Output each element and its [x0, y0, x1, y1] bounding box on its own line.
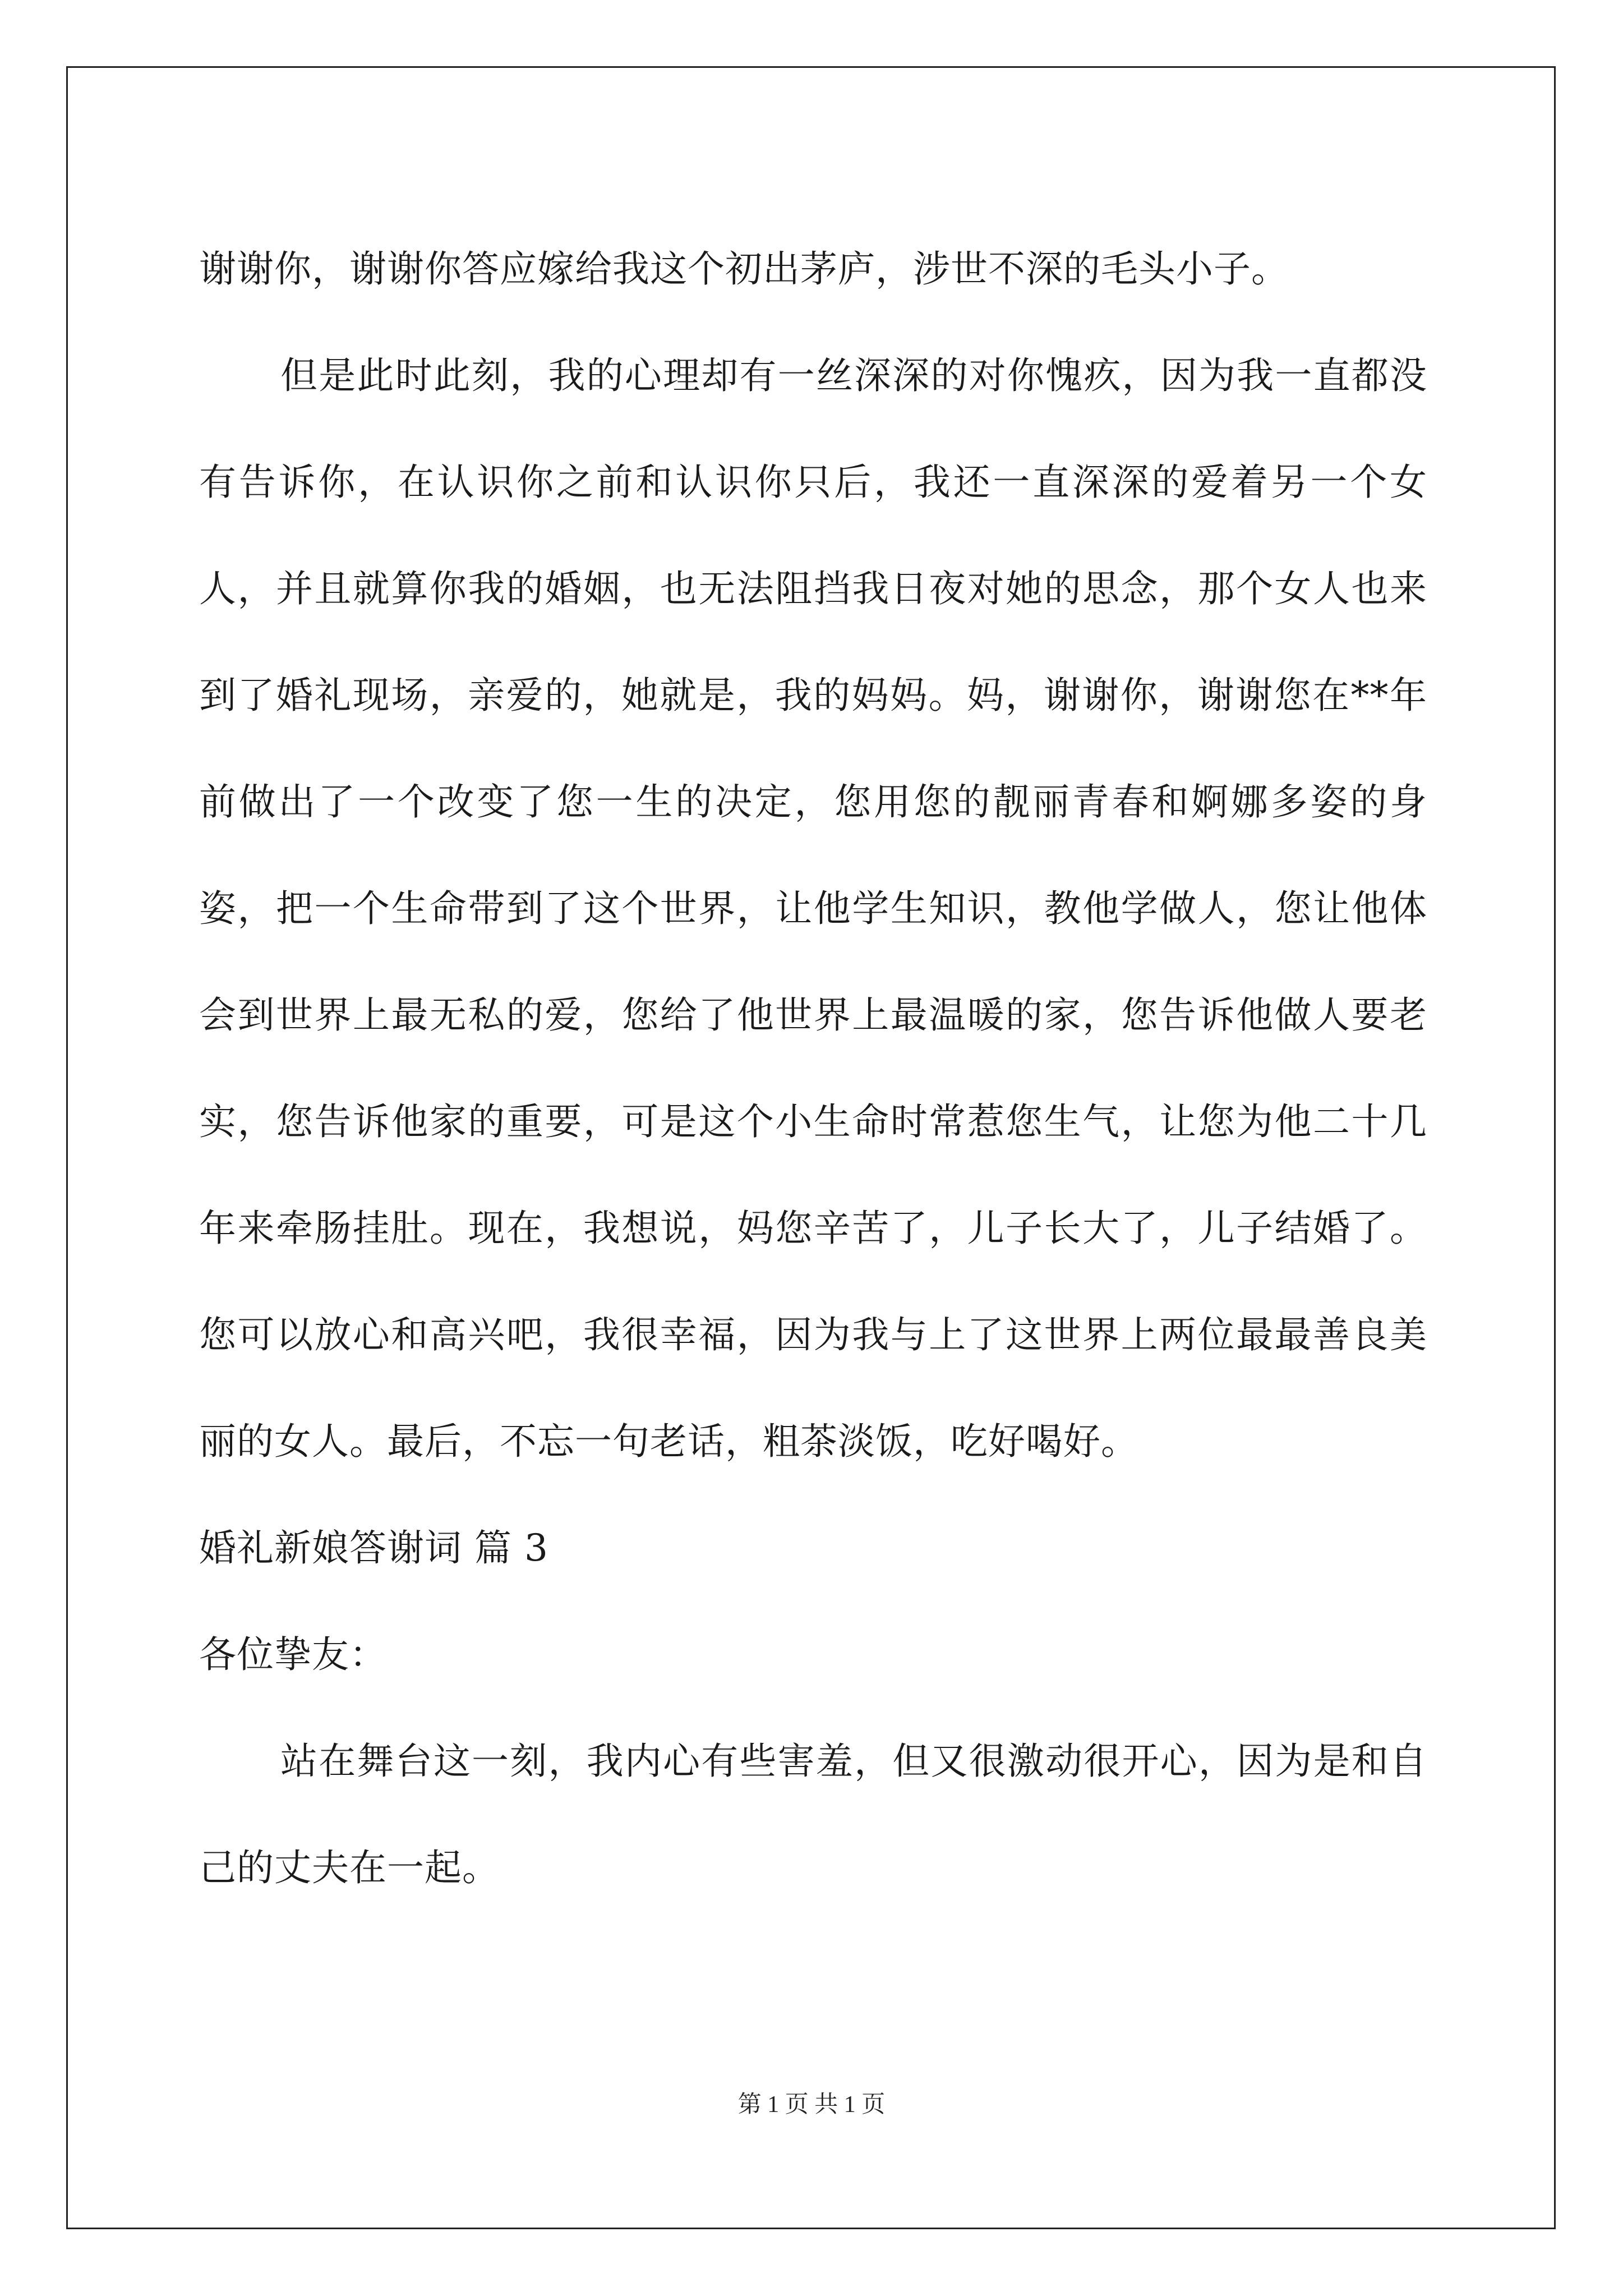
salutation: 各位挚友：: [199, 1633, 387, 1676]
section-heading: 婚礼新娘答谢词 篇 3: [199, 1526, 548, 1570]
document-body: [199, 216, 1427, 1921]
paragraph-2: 但是此时此刻，我的心理却有一丝深深的对你愧疚，因为我一直都没有告诉你，在认识你之前和认识你只后，我还一直深深的爱着另一个女人，并且就算你我的婚姻，也无法阻挡我日夜对她的思念，那个女人也来到了婚礼现场，亲爱的，她就是，我的妈妈。妈，谢谢你，谢谢您在**年前做出了一个改变了您一生的决定，您用您的靓丽青春和婀娜多姿的身姿，把一个生命带到了这个世界，让他学生知识，教他学做人，您让他体会到世界上最无私的爱，您给了他世界上最温暖的家，您告诉他做人要老实，您告诉他家的重要，可是这个小生命时常惹您生气，让您为他二十几年来牵肠挂肚。现在，我想说，妈您辛苦了，儿子长大了，儿子结婚了。您可以放心和高兴吧，我很幸福，因为我与上了这世界上两位最最善良美丽的女人。最后，不忘一句老话，粗茶淡饭，吃好喝好。: [199, 354, 1427, 1463]
paragraph-1: 谢谢你，谢谢你答应嫁给我这个初出茅庐，涉世不深的毛头小子。: [199, 247, 1289, 291]
page-footer: 第 1 页 共 1 页: [737, 2092, 886, 2118]
closing-paragraph: 站在舞台这一刻，我内心有些害羞，但又很激动很开心，因为是和自己的丈夫在一起。: [199, 1740, 1427, 1889]
